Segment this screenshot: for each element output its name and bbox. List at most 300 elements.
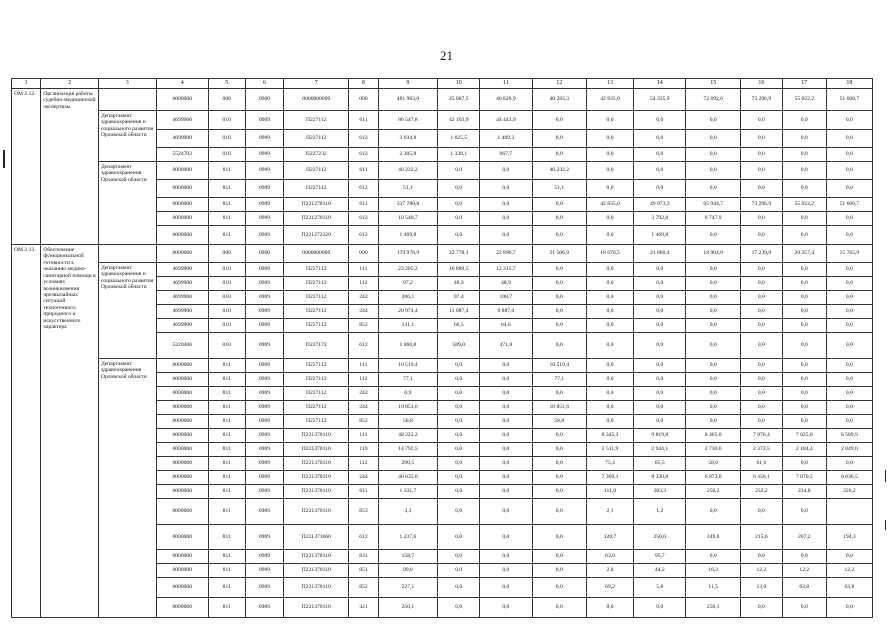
column-number: 16 xyxy=(740,79,782,89)
table-cell: 0909 xyxy=(245,359,284,373)
table-cell: 811 xyxy=(208,212,245,226)
table-cell: 0,0 xyxy=(782,373,826,387)
table-cell: 0,0 xyxy=(532,319,586,333)
table-cell: 0,0 xyxy=(826,333,872,359)
table-cell: 0909 xyxy=(245,525,284,550)
table-cell: 0,0 xyxy=(438,457,480,471)
table-cell: 0909 xyxy=(245,305,284,319)
table-cell: 853 xyxy=(349,499,378,525)
table-cell: 0000000 xyxy=(156,415,208,429)
table-cell: 0,0 xyxy=(438,485,480,499)
table-cell: 0,0 xyxy=(740,277,782,291)
table-cell: 63,8 xyxy=(826,578,872,598)
table-cell: 0909 xyxy=(245,457,284,471)
table-cell: 120,7 xyxy=(586,525,633,550)
table-cell: 0,0 xyxy=(740,373,782,387)
table-cell: 12,2 xyxy=(782,564,826,578)
table-cell: 0,0 xyxy=(480,387,532,401)
table-cell: 0,0 xyxy=(586,319,633,333)
table-cell: 0,0 xyxy=(586,333,633,359)
table-cell: П221270110 xyxy=(284,198,349,212)
column-number: 18 xyxy=(826,79,872,89)
table-cell: 8 465,0 xyxy=(686,429,740,443)
table-cell: 0,0 xyxy=(686,162,740,180)
table-cell: 23 205,2 xyxy=(378,263,438,277)
table-cell: 10 540,7 xyxy=(378,212,438,226)
table-cell: 0,0 xyxy=(782,111,826,130)
table-cell: 0909 xyxy=(245,387,284,401)
table-cell: 1 469,8 xyxy=(378,226,438,245)
table-cell: 0909 xyxy=(245,429,284,443)
table-cell: 14 792,5 xyxy=(378,443,438,457)
table-cell: 6 636,5 xyxy=(826,471,872,485)
table-cell: 0000000 xyxy=(156,550,208,564)
table-cell: 4699900 xyxy=(156,263,208,277)
table-cell: 2,8 xyxy=(586,564,633,578)
table-cell: 0,0 xyxy=(782,291,826,305)
table-cell: 10 851,6 xyxy=(532,401,586,415)
table-cell: 0,0 xyxy=(826,277,872,291)
table-cell: П221370110 xyxy=(284,499,349,525)
table-cell: 0,0 xyxy=(532,550,586,564)
table-cell: 234,8 xyxy=(782,485,826,499)
table-cell: 0,0 xyxy=(586,111,633,130)
table-cell: 0,0 xyxy=(634,598,686,618)
table-cell: 2 511,9 xyxy=(586,443,633,457)
table-cell: 3,3 xyxy=(378,499,438,525)
table-cell: 000 xyxy=(208,245,245,263)
table-cell: 0,0 xyxy=(634,387,686,401)
table-cell: 242 xyxy=(349,387,378,401)
table-cell: 0,0 xyxy=(438,429,480,443)
table-cell: 85,5 xyxy=(634,457,686,471)
table-cell: 0,0 xyxy=(532,212,586,226)
responsible-executor: Департамент здравоохранения Орловской области xyxy=(98,162,156,245)
table-cell: 0,0 xyxy=(686,499,740,525)
table-cell: 0,0 xyxy=(480,564,532,578)
table-cell: 206,1 xyxy=(378,291,438,305)
table-cell: 0,0 xyxy=(532,525,586,550)
table-cell: 0,0 xyxy=(782,499,826,525)
table-cell: 0,0 xyxy=(586,277,633,291)
table-cell: П227112 xyxy=(284,162,349,180)
table-cell: П227112 xyxy=(284,291,349,305)
table-cell: 0000000 xyxy=(156,443,208,457)
table-cell: 17 239,0 xyxy=(740,245,782,263)
table-cell: 0000000 xyxy=(156,429,208,443)
table-cell: 0,0 xyxy=(740,598,782,618)
table-cell: 0,0 xyxy=(532,387,586,401)
table-cell: 0,0 xyxy=(782,148,826,162)
table-cell: 6 356,1 xyxy=(740,471,782,485)
table-cell: 811 xyxy=(208,359,245,373)
binding-mark xyxy=(885,470,886,482)
measure-name: Организация работы судебно-медицинской экспертизы xyxy=(41,89,99,245)
table-cell: 0,0 xyxy=(826,373,872,387)
table-cell: 15 765,9 xyxy=(826,245,872,263)
table-cell: 0,0 xyxy=(634,305,686,319)
table-cell: 811 xyxy=(208,499,245,525)
table-cell: 0,0 xyxy=(740,180,782,198)
table-cell: 0,0 xyxy=(586,148,633,162)
table-cell: 0,0 xyxy=(782,333,826,359)
table-cell: 10 519,4 xyxy=(378,359,438,373)
table-cell: П221370110 xyxy=(284,578,349,598)
table-cell: 0,0 xyxy=(586,263,633,277)
table-cell: 0000000 xyxy=(156,198,208,212)
table-cell: 6 872,0 xyxy=(686,471,740,485)
table-cell: 1 331,7 xyxy=(378,485,438,499)
column-number: 13 xyxy=(586,79,633,89)
table-cell: 250,1 xyxy=(378,598,438,618)
table-cell: 0,0 xyxy=(740,550,782,564)
responsible-executor: Департамент здравоохранения Орловской области xyxy=(98,359,156,618)
table-cell: 0909 xyxy=(245,471,284,485)
table-row xyxy=(12,245,873,263)
table-cell: 55 022,2 xyxy=(782,198,826,212)
table-cell: 0,0 xyxy=(438,198,480,212)
table-cell: 811 xyxy=(208,162,245,180)
table-cell: 112 xyxy=(349,277,378,291)
table-cell: 99,8 xyxy=(378,564,438,578)
table-cell: 612 xyxy=(349,226,378,245)
table-cell: 0,0 xyxy=(438,564,480,578)
table-cell: 0909 xyxy=(245,550,284,564)
table-cell: 45 067,5 xyxy=(438,89,480,111)
table-cell: 0000000 xyxy=(156,226,208,245)
table-cell: 0,0 xyxy=(686,305,740,319)
measure-code: ОМ 2.13. xyxy=(12,245,41,618)
table-cell: 0,0 xyxy=(480,499,532,525)
table-row xyxy=(12,162,873,180)
table-cell: 283,3 xyxy=(634,485,686,499)
table-cell: 0,0 xyxy=(634,401,686,415)
table-cell: 48,9 xyxy=(480,277,532,291)
table-cell: 612 xyxy=(349,180,378,198)
table-cell: 811 xyxy=(208,373,245,387)
table-cell: П227112 xyxy=(284,305,349,319)
table-cell: 48 222,2 xyxy=(378,429,438,443)
table-cell: 0,0 xyxy=(480,212,532,226)
table-cell: 46 820,9 xyxy=(480,89,532,111)
table-cell: 0,0 xyxy=(686,148,740,162)
table-cell: 0,0 xyxy=(532,564,586,578)
table-cell: 0,0 xyxy=(826,415,872,429)
column-number: 10 xyxy=(438,79,480,89)
table-cell: 0,0 xyxy=(826,319,872,333)
table-cell: 8 330,8 xyxy=(634,471,686,485)
table-cell: 811 xyxy=(208,415,245,429)
table-cell: 0,0 xyxy=(782,359,826,373)
table-cell: 0000000 xyxy=(156,245,208,263)
table-cell: 1 625,5 xyxy=(438,130,480,148)
table-row xyxy=(12,89,873,111)
table-cell: 69,2 xyxy=(586,578,633,598)
table-cell: 0,0 xyxy=(586,359,633,373)
responsible-executor: Департамент здравоохранения и социального развития Орловской области xyxy=(98,111,156,162)
table-cell: 3 792,8 xyxy=(634,212,686,226)
table-cell: 0909 xyxy=(245,130,284,148)
table-cell: 0,0 xyxy=(826,162,872,180)
table-cell: 72 692,6 xyxy=(686,89,740,111)
table-cell: 51 608,7 xyxy=(826,198,872,212)
table-cell: 589,0 xyxy=(438,333,480,359)
table-cell: 0,0 xyxy=(686,263,740,277)
table-cell: 58,6 xyxy=(686,457,740,471)
table-cell: 0,0 xyxy=(586,305,633,319)
table-cell: 220,2 xyxy=(826,485,872,499)
table-cell: П221371660 xyxy=(284,525,349,550)
table-cell: 64,6 xyxy=(480,319,532,333)
table-cell: 0,0 xyxy=(438,550,480,564)
table-cell: 0000000 xyxy=(156,373,208,387)
table-cell: 0909 xyxy=(245,373,284,387)
table-cell: 0,0 xyxy=(826,148,872,162)
table-cell: 22 896,7 xyxy=(480,245,532,263)
measure-code: ОМ 2.12. xyxy=(12,89,41,245)
table-cell: 0,0 xyxy=(740,130,782,148)
table-cell: 010 xyxy=(208,291,245,305)
table-cell: 0,0 xyxy=(782,550,826,564)
responsible-executor xyxy=(98,245,156,263)
table-cell: 227,1 xyxy=(378,578,438,598)
table-cell: 42 835,0 xyxy=(586,89,633,111)
table-cell: 811 xyxy=(208,198,245,212)
table-cell: 0900 xyxy=(245,245,284,263)
table-cell: 0909 xyxy=(245,401,284,415)
table-cell: 0,0 xyxy=(782,401,826,415)
table-cell: 51,1 xyxy=(532,180,586,198)
table-cell: 0,0 xyxy=(634,373,686,387)
table-cell: 112 xyxy=(349,457,378,471)
table-cell: 10 889,5 xyxy=(438,263,480,277)
table-cell: 2,1 xyxy=(586,499,633,525)
table-cell: 108,7 xyxy=(480,291,532,305)
table-cell: 51 608,7 xyxy=(826,89,872,111)
table-cell: 0,0 xyxy=(532,471,586,485)
table-cell: 4699900 xyxy=(156,277,208,291)
table-cell: 11,5 xyxy=(686,578,740,598)
table-cell: 0,0 xyxy=(826,212,872,226)
table-cell: 0,0 xyxy=(826,130,872,148)
table-cell: 9 887,0 xyxy=(480,305,532,319)
table-cell: 0,0 xyxy=(586,162,633,180)
table-cell: 0,0 xyxy=(686,359,740,373)
table-cell: 4699900 xyxy=(156,130,208,148)
table-cell: 0,0 xyxy=(826,598,872,618)
table-cell: 612 xyxy=(349,148,378,162)
table-cell: 0,0 xyxy=(826,291,872,305)
table-cell: 0000000 xyxy=(156,212,208,226)
column-number: 12 xyxy=(532,79,586,89)
table-cell: 0,0 xyxy=(634,130,686,148)
table-cell: 471,8 xyxy=(480,333,532,359)
responsible-executor: Департамент здравоохранения и социального развития Орловской области xyxy=(98,263,156,359)
table-cell: 010 xyxy=(208,111,245,130)
table-cell: 194,3 xyxy=(826,525,872,550)
binding-mark xyxy=(3,150,5,168)
table-cell: 0,0 xyxy=(686,373,740,387)
table-cell: 0000000 xyxy=(156,485,208,499)
table-cell: 0,0 xyxy=(586,212,633,226)
table-cell: 0909 xyxy=(245,319,284,333)
table-cell: 250,2 xyxy=(686,485,740,499)
table-cell: 5,8 xyxy=(634,578,686,598)
table-cell: 811 xyxy=(208,550,245,564)
table-cell: 6 747,9 xyxy=(686,212,740,226)
table-cell: 158,7 xyxy=(378,550,438,564)
table-cell: 63,8 xyxy=(782,578,826,598)
table-cell: 1,2 xyxy=(634,499,686,525)
table-row xyxy=(12,263,873,277)
table-cell: 86 547,8 xyxy=(378,111,438,130)
table-cell: 0000000000 xyxy=(284,245,349,263)
table-cell: 97,2 xyxy=(378,277,438,291)
table-cell: 111 xyxy=(349,429,378,443)
table-cell: 42 103,9 xyxy=(438,111,480,130)
table-cell: 0,0 xyxy=(634,291,686,305)
table-cell: 0000000000 xyxy=(284,89,349,111)
table-cell: 0,0 xyxy=(826,305,872,319)
table-cell: 0,0 xyxy=(634,359,686,373)
table-cell: 40 283,3 xyxy=(532,89,586,111)
table-cell: 0,0 xyxy=(740,359,782,373)
table-cell: 0,0 xyxy=(438,471,480,485)
table-cell: 0,0 xyxy=(586,130,633,148)
table-cell: 77,1 xyxy=(532,373,586,387)
table-cell: 0,0 xyxy=(740,387,782,401)
table-cell: 0,0 xyxy=(740,291,782,305)
table-cell: 11 087,4 xyxy=(438,305,480,319)
table-cell: 0,9 xyxy=(378,387,438,401)
table-cell: 612 xyxy=(349,130,378,148)
table-cell: 0909 xyxy=(245,485,284,499)
table-cell: П227112 xyxy=(284,263,349,277)
table-cell: 13,0 xyxy=(740,578,782,598)
table-cell: 811 xyxy=(208,226,245,245)
table-cell: 0,0 xyxy=(782,305,826,319)
table-cell: 0000000 xyxy=(156,162,208,180)
table-cell: 3 034,8 xyxy=(378,130,438,148)
table-cell: П227112 xyxy=(284,415,349,429)
table-cell: 4699900 xyxy=(156,111,208,130)
table-cell: 0909 xyxy=(245,162,284,180)
column-number: 11 xyxy=(480,79,532,89)
table-cell: 0,0 xyxy=(782,226,826,245)
table-cell: 0,0 xyxy=(740,415,782,429)
table-cell: 0,0 xyxy=(686,550,740,564)
column-number: 14 xyxy=(634,79,686,89)
column-number: 1 xyxy=(12,79,41,89)
table-cell: 4699900 xyxy=(156,319,208,333)
table-cell: 1 409,3 xyxy=(480,130,532,148)
table-cell: 290,5 xyxy=(378,457,438,471)
table-cell: 0,0 xyxy=(480,598,532,618)
table-cell: 40 232,2 xyxy=(378,162,438,180)
table-cell: 1 060,8 xyxy=(378,333,438,359)
table-cell: П227112 xyxy=(284,319,349,333)
table-cell: 0909 xyxy=(245,111,284,130)
table-cell: 611 xyxy=(349,162,378,180)
table-cell: 0,0 xyxy=(826,180,872,198)
table-cell: 0,0 xyxy=(782,263,826,277)
table-cell: 0,0 xyxy=(532,263,586,277)
table-cell: 0,0 xyxy=(480,429,532,443)
table-cell: 232,2 xyxy=(740,485,782,499)
table-cell: 0,0 xyxy=(740,263,782,277)
column-number: 8 xyxy=(349,79,378,89)
table-cell: 010 xyxy=(208,319,245,333)
table-cell: 612 xyxy=(349,212,378,226)
table-cell: 811 xyxy=(208,525,245,550)
table-cell: 0000000 xyxy=(156,359,208,373)
table-cell: 58,8 xyxy=(378,415,438,429)
table-cell: 0,0 xyxy=(532,277,586,291)
table-cell: 7 976,4 xyxy=(740,429,782,443)
table-cell: П221370110 xyxy=(284,598,349,618)
table-cell: П227112 xyxy=(284,401,349,415)
table-cell: 0,0 xyxy=(586,415,633,429)
table-cell: 73 296,9 xyxy=(740,89,782,111)
table-cell: 42 835,0 xyxy=(586,198,633,212)
table-cell: 7 070,5 xyxy=(782,471,826,485)
column-number: 2 xyxy=(41,79,99,89)
table-cell: 0,0 xyxy=(532,291,586,305)
table-cell: 0909 xyxy=(245,226,284,245)
table-cell: 611 xyxy=(349,198,378,212)
table-cell: 8 345,3 xyxy=(586,429,633,443)
table-cell: 0,0 xyxy=(480,373,532,387)
table-cell: 0909 xyxy=(245,564,284,578)
table-cell: 0,0 xyxy=(438,415,480,429)
table-cell: 66,5 xyxy=(438,319,480,333)
table-cell: 0,0 xyxy=(686,291,740,305)
table-cell: 0000000 xyxy=(156,598,208,618)
table-cell: 77,1 xyxy=(378,373,438,387)
table-cell: 811 xyxy=(208,485,245,499)
table-cell: 0,0 xyxy=(782,277,826,291)
table-cell: 851 xyxy=(349,564,378,578)
table-cell: 7 369,1 xyxy=(586,471,633,485)
table-cell: 0,0 xyxy=(634,277,686,291)
table-cell: 0,0 xyxy=(532,305,586,319)
table-cell: 811 xyxy=(208,180,245,198)
table-cell: 0909 xyxy=(245,499,284,525)
table-cell: 010 xyxy=(208,333,245,359)
table-cell: 0,0 xyxy=(740,148,782,162)
table-cell: 321 xyxy=(349,598,378,618)
table-cell: 0000000 xyxy=(156,89,208,111)
table-cell: 0,0 xyxy=(740,226,782,245)
table-cell: 0909 xyxy=(245,277,284,291)
table-cell: 0,0 xyxy=(480,550,532,564)
table-cell: 0000000 xyxy=(156,578,208,598)
table-cell: 0,0 xyxy=(782,598,826,618)
table-cell: 0909 xyxy=(245,291,284,305)
table-cell: 0909 xyxy=(245,212,284,226)
table-cell: 0,0 xyxy=(782,415,826,429)
table-cell: 4699900 xyxy=(156,291,208,305)
table-cell: П221370110 xyxy=(284,471,349,485)
table-cell: 0,0 xyxy=(826,550,872,564)
column-number: 15 xyxy=(686,79,740,89)
table-cell: 0,0 xyxy=(782,387,826,401)
table-cell: 119 xyxy=(349,443,378,457)
table-cell: 0,0 xyxy=(480,162,532,180)
table-cell: 0,0 xyxy=(438,401,480,415)
table-cell: 0,0 xyxy=(634,415,686,429)
table-cell: 0000000 xyxy=(156,499,208,525)
